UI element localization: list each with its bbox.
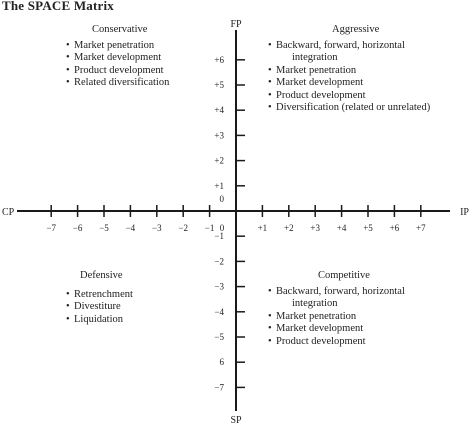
- x-tick-label: +1: [257, 223, 268, 233]
- strategy-item-continuation: integration: [292, 298, 338, 309]
- y-tick-label: +5: [214, 80, 224, 90]
- quadrant-aggressive: [268, 24, 468, 115]
- x-tick-label: +5: [363, 223, 373, 233]
- strategy-item: • Product development: [268, 90, 468, 103]
- strategy-item: • Product development: [66, 65, 216, 78]
- x-tick-label: −6: [72, 223, 83, 233]
- strategy-item: • Market development: [268, 323, 468, 336]
- strategy-item: • Diversification (related or unrelated): [268, 102, 468, 115]
- strategy-item: • Market penetration: [66, 40, 216, 53]
- strategy-item: • Product development: [268, 336, 468, 349]
- strategy-item: • Market development: [268, 77, 468, 90]
- strategy-item: [268, 286, 468, 311]
- strategy-item: • Liquidation: [66, 314, 206, 327]
- strategy-item: • Market development: [66, 52, 216, 65]
- strategy-list-aggressive: [268, 40, 468, 115]
- y-tick-label: +2: [214, 155, 224, 166]
- x-tick-label: +4: [336, 223, 347, 233]
- strategy-item-line: Backward, forward, horizontal: [276, 39, 405, 51]
- x-tick-label: −4: [125, 223, 136, 233]
- y-tick-label: +6: [214, 54, 224, 65]
- y-tick-label: −5: [214, 332, 224, 342]
- strategy-list-conservative: [66, 40, 216, 90]
- x-tick-label: −3: [152, 223, 162, 233]
- quadrant-competitive: [268, 270, 468, 348]
- y-tick-label: −3: [214, 281, 224, 292]
- strategy-item: • Retrenchment: [66, 289, 206, 302]
- axis-label-ip: IP: [460, 207, 469, 218]
- strategy-item: • Related diversification: [66, 77, 216, 90]
- y-tick-label: +1: [214, 180, 224, 191]
- x-tick-label: −7: [46, 223, 56, 233]
- x-tick-label: +2: [284, 223, 294, 233]
- quadrant-title-aggressive: Aggressive: [332, 24, 380, 35]
- quadrant-defensive: [66, 270, 206, 326]
- y-tick-label: −2: [214, 256, 224, 267]
- x-tick-label: +3: [310, 223, 320, 233]
- x-tick-label: −2: [178, 223, 188, 233]
- quadrant-conservative: [66, 24, 216, 90]
- y-tick-label: 0: [219, 194, 224, 204]
- strategy-item: • Market penetration: [268, 65, 468, 78]
- x-tick-label: +7: [416, 223, 426, 233]
- axis-label-fp: FP: [230, 19, 242, 30]
- y-tick-label: −1: [214, 231, 224, 242]
- strategy-item: • Divestiture: [66, 301, 206, 314]
- x-tick-label: +6: [389, 223, 400, 233]
- quadrant-title-competitive: Competitive: [318, 270, 370, 281]
- strategy-item-line: Backward, forward, horizontal: [276, 285, 405, 297]
- axis-label-sp: SP: [230, 415, 242, 425]
- y-tick-label: −7: [214, 382, 224, 393]
- page-title: The SPACE Matrix: [2, 0, 115, 13]
- y-tick-label: −4: [214, 306, 224, 317]
- strategy-item: [268, 40, 468, 65]
- x-tick-label: −1: [204, 223, 215, 233]
- x-tick-label: 0: [219, 223, 225, 233]
- quadrant-title-defensive: Defensive: [80, 270, 123, 281]
- axis-label-cp: CP: [2, 207, 15, 218]
- strategy-item-continuation: integration: [292, 52, 338, 63]
- y-tick-label: 6: [219, 357, 224, 368]
- strategy-list-competitive: [268, 286, 468, 349]
- y-tick-label: +4: [214, 105, 224, 116]
- quadrant-title-conservative: Conservative: [92, 24, 148, 35]
- strategy-item: • Market penetration: [268, 311, 468, 324]
- y-tick-label: +3: [214, 130, 224, 141]
- strategy-list-defensive: [66, 289, 206, 327]
- x-tick-label: −5: [99, 223, 109, 233]
